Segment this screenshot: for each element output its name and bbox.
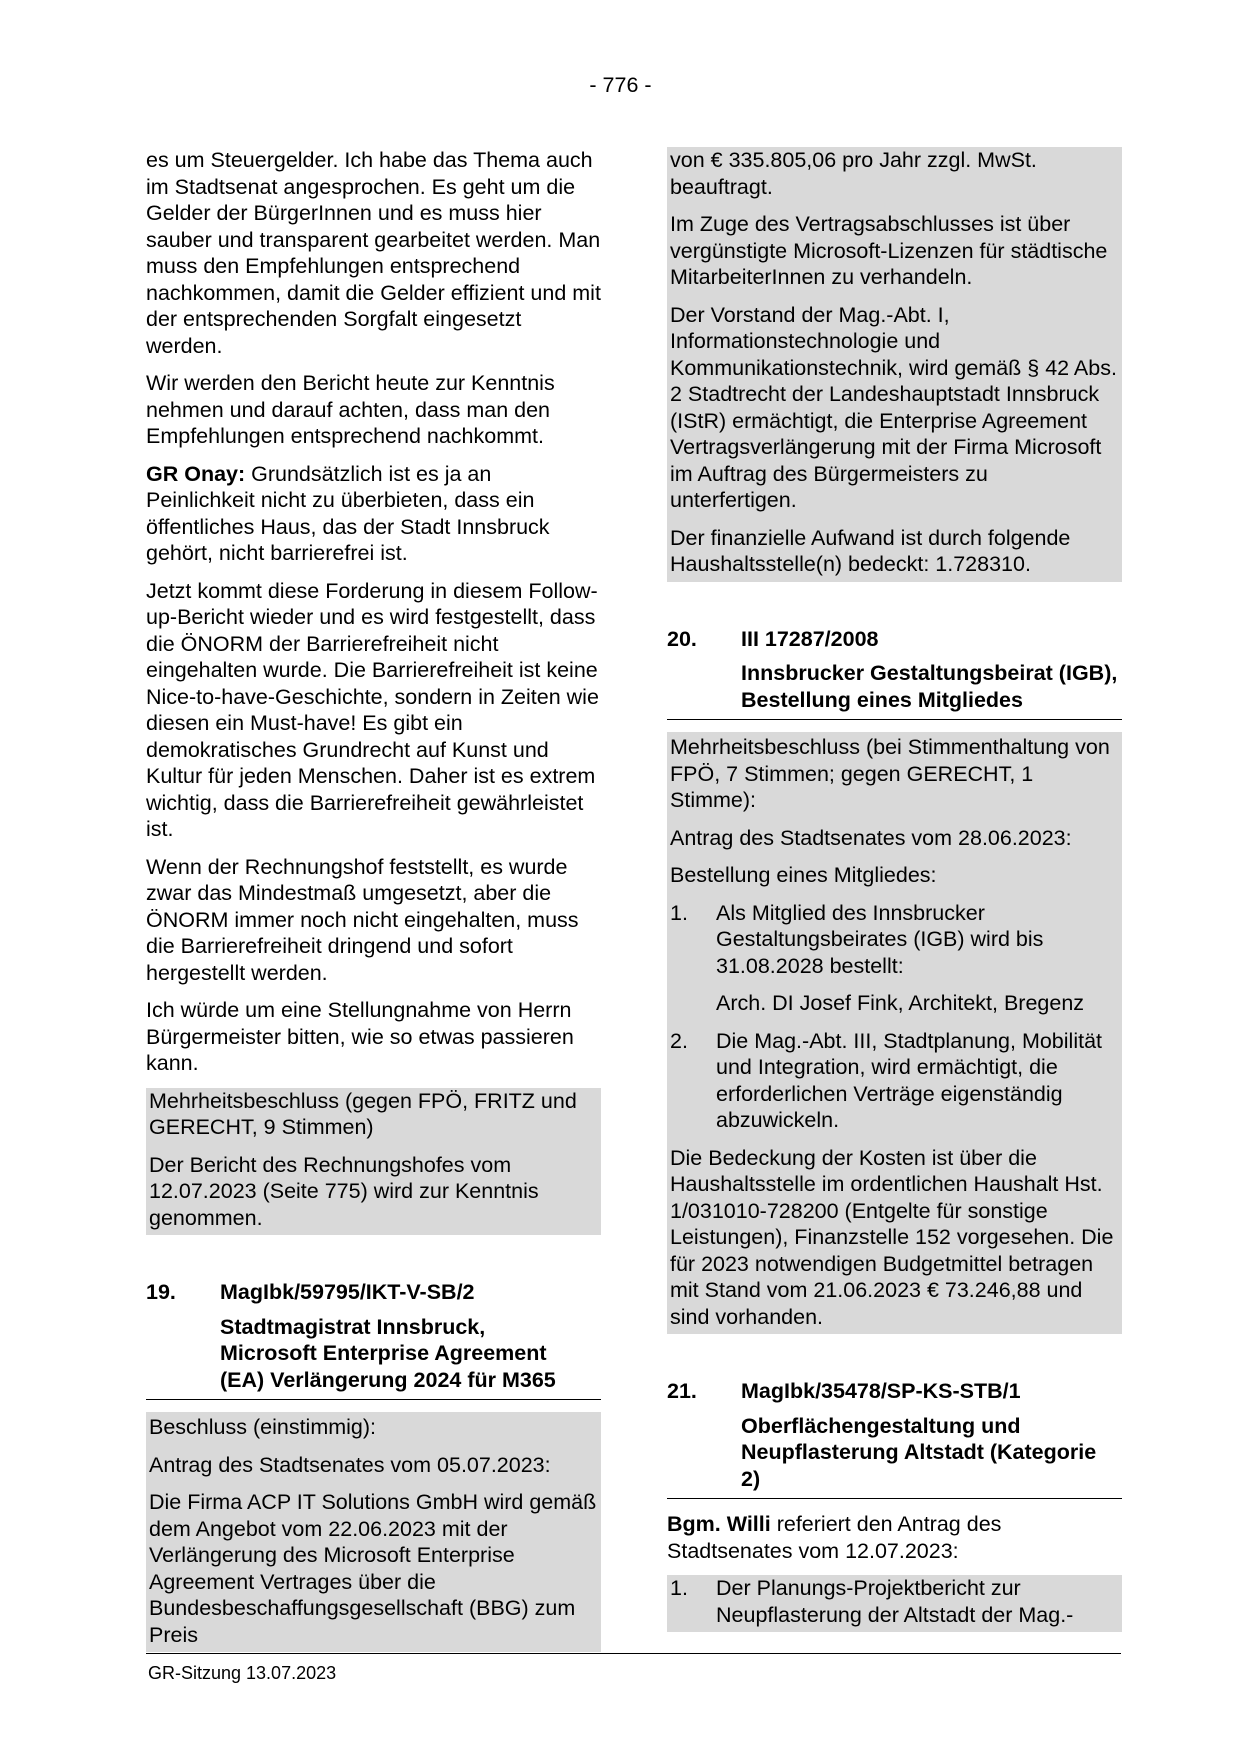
resolution-text: Der finanzielle Aufwand ist durch folgende Haushaltsstelle(n) bedeckt: 1.728310. (670, 525, 1071, 576)
paragraph: es um Steuergelder. Ich habe das Thema auch im Stadtsenat angesprochen. Es geht um die Gelder der BürgerInnen und es muss hier sauber und transparent gearbeitet werden. Man muss den Empfehlungen entsprechend nachkommen, damit die Gelder effizient und mit der entsprechenden Sorgfalt eingesetzt werden. (146, 148, 601, 358)
motion-date: Antrag des Stadtsenates vom 28.06.2023: (670, 825, 1072, 850)
list-number: 2. (670, 1028, 688, 1053)
agenda-title: Innsbrucker Gestaltungsbeirat (IGB), Bestellung eines Mitgliedes (741, 661, 1118, 712)
agenda-item-21-header (667, 1378, 1122, 1405)
agenda-number: 21. (667, 1379, 697, 1403)
list-text: Als Mitglied des Innsbrucker Gestaltungsbeirates (IGB) wird bis 31.08.2028 bestellt: (716, 900, 1044, 978)
footer-text: GR-Sitzung 13.07.2023 (148, 1663, 337, 1683)
resolution-text: Der Vorstand der Mag.-Abt. I, Informationstechnologie und Kommunikationstechnik, wird gemäß § 42 Abs. 2 Stadtrecht der Landeshauptstadt Innsbruck (IStR) ermächtigt, die Enterprise Agreement Vertragsverlängerung mit der Firma Microsoft im Auftrag des Bürgermeisters zu unterfertigen. (670, 302, 1117, 512)
agenda-reference: III 17287/2008 (741, 626, 879, 651)
resolution-box (667, 732, 1122, 1334)
agenda-number: 19. (146, 1280, 176, 1304)
resolution-box (667, 147, 1122, 582)
paragraph: Ich würde um eine Stellungnahme von Herrn Bürgermeister bitten, wie so etwas passieren kann. (146, 998, 574, 1075)
list-number: 1. (670, 900, 688, 925)
list-text: Die Mag.-Abt. III, Stadtplanung, Mobilität und Integration, wird ermächtigt, die erforderlichen Verträge eigenständig abzuwickeln. (716, 1028, 1103, 1132)
list-subtext: Arch. DI Josef Fink, Architekt, Bregenz (716, 991, 1085, 1015)
resolution-text: Die Bedeckung der Kosten ist über die Haushaltsstelle im ordentlichen Haushalt Hst. 1/031010-728200 (Entgelte für sonstige Leistungen), Finanzstelle 152 vorgesehen. Die für 2023 notwendigen Budgetmittel betragen mit Stand vom 21.06.2023 € 73.246,88 und sind vorhanden. (670, 1145, 1114, 1329)
left-column (146, 147, 601, 1652)
resolution-type: Beschluss (einstimmig): (149, 1415, 376, 1439)
page-number: - 776 - (589, 73, 652, 97)
agenda-title: Stadtmagistrat Innsbruck, Microsoft Enterprise Agreement (EA) Verlängerung 2024 für M365 (220, 1314, 556, 1392)
agenda-item-20-header (667, 626, 1122, 653)
list-item (667, 1575, 1122, 1632)
resolution-text: von € 335.805,06 pro Jahr zzgl. MwSt. beauftragt. (670, 148, 1037, 199)
footer-divider (146, 1653, 1121, 1654)
resolution-box (146, 1412, 601, 1652)
agenda-item-19-title-block (146, 1314, 601, 1401)
speech-text: Grundsätzlich ist es ja an Peinlichkeit nicht zu überbieten, dass ein öffentliches Haus, das der Stadt Innsbruck gehört, nicht barrierefrei ist. (146, 461, 550, 565)
paragraph: Jetzt kommt diese Forderung in diesem Follow-up-Bericht wieder und es wird festgestellt, dass die ÖNORM der Barrierefreiheit nicht eingehalten wurde. Die Barrierefreiheit ist keine Nice-to-have-Geschichte, sondern in Zeiten wie diesen ein Must-have! Es gibt ein demokratisches Grundrecht auf Kunst und Kultur für jeden Menschen. Daher ist es extrem wichtig, dass die Barrierefreiheit gewährleistet ist. (146, 578, 599, 841)
resolution-text: Die Firma ACP IT Solutions GmbH wird gemäß dem Angebot vom 22.06.2023 mit der Verlängerung des Microsoft Enterprise Agreement Vertrages über die Bundesbeschaffungsgesellschaft (BBG) zum Preis (149, 1490, 597, 1647)
agenda-reference: MagIbk/35478/SP-KS-STB/1 (741, 1379, 1021, 1403)
agenda-number: 20. (667, 626, 697, 651)
resolution-type: Mehrheitsbeschluss (gegen FPÖ, FRITZ und GERECHT, 9 Stimmen) (149, 1088, 577, 1139)
paragraph: Wir werden den Bericht heute zur Kenntnis nehmen und darauf achten, dass man den Empfehlungen entsprechend nachkommt. (146, 371, 555, 448)
speaker-name: GR Onay: (146, 461, 246, 486)
agenda-reference: MagIbk/59795/IKT-V-SB/2 (220, 1280, 475, 1304)
list-number: 1. (670, 1576, 688, 1600)
resolution-text: Bestellung eines Mitgliedes: (670, 863, 937, 887)
speech-text: referiert den Antrag des Stadtsenates vom 12.07.2023: (667, 1512, 1002, 1563)
resolution-text: Der Bericht des Rechnungshofes vom 12.07.2023 (Seite 775) wird zur Kenntnis genommen. (149, 1152, 539, 1230)
list-text: Der Planungs-Projektbericht zur Neupflasterung der Altstadt der Mag.- (716, 1576, 1074, 1627)
agenda-item-21-title-block (667, 1413, 1122, 1500)
paragraph: Wenn der Rechnungshof feststellt, es wurde zwar das Mindestmaß umgesetzt, aber die ÖNORM immer noch nicht eingehalten, muss die Barrierefreiheit dringend und sofort hergestellt werden. (146, 854, 579, 985)
paragraph (667, 1511, 1122, 1564)
motion-date: Antrag des Stadtsenates vom 05.07.2023: (149, 1452, 551, 1477)
agenda-item-20-title-block (667, 660, 1122, 720)
right-column (667, 147, 1122, 1632)
resolution-box (667, 1575, 1122, 1632)
speaker-name: Bgm. Willi (667, 1512, 771, 1536)
resolution-text: Im Zuge des Vertragsabschlusses ist über vergünstigte Microsoft-Lizenzen für städtische MitarbeiterInnen zu verhandeln. (670, 212, 1108, 289)
agenda-title: Oberflächengestaltung und Neupflasterung Altstadt (Kategorie 2) (741, 1413, 1097, 1491)
paragraph (146, 461, 601, 567)
list-item (667, 1028, 1122, 1145)
list-item (667, 900, 1122, 991)
resolution-type: Mehrheitsbeschluss (bei Stimmenthaltung von FPÖ, 7 Stimmen; gegen GERECHT, 1 Stimme): (670, 735, 1110, 812)
resolution-box (146, 1088, 601, 1236)
agenda-item-19-header (146, 1279, 601, 1306)
